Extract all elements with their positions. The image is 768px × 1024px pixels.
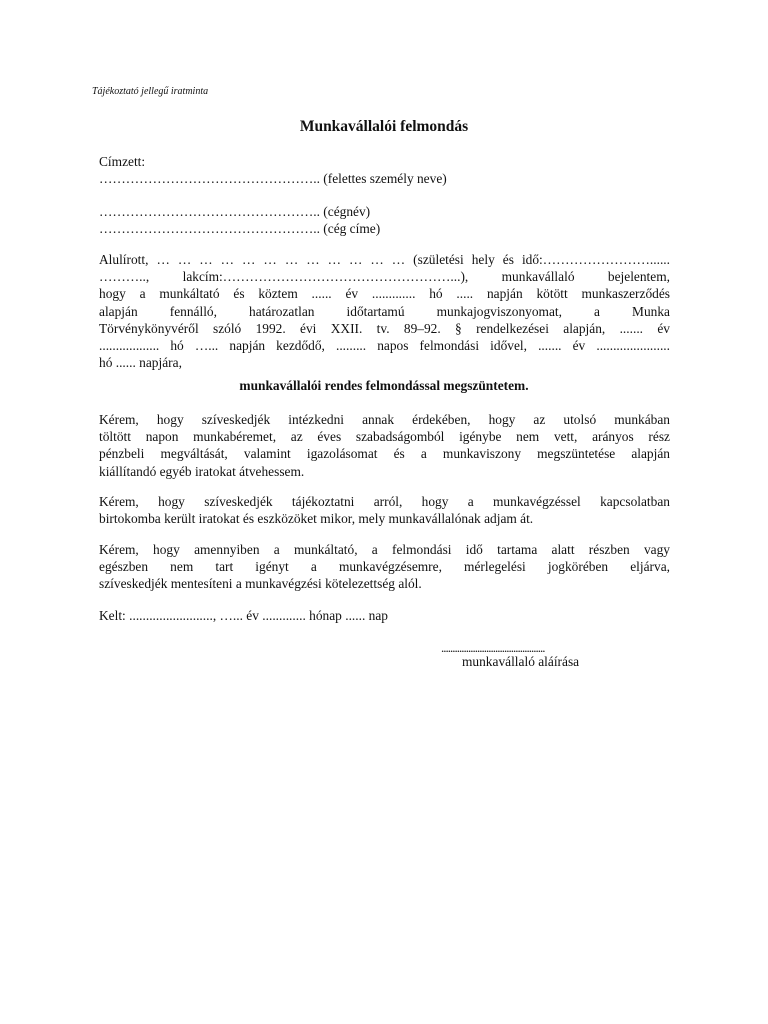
paragraph-line: Kérem, hogy szíveskedjék tájékoztatni arról, hogy a munkavégzéssel kapcsolatban [99,494,670,509]
paragraph-line: hogy a munkáltató és köztem ...... év ............. hó ..... napján kötött munkaszerződés [99,286,670,302]
paragraph-line: ……….., lakcím:……………………………………………...), munkavállaló bejelentem, [99,269,670,285]
request-paragraph-settlement [99,411,670,480]
request-paragraph-exemption [99,541,670,593]
paragraph-line: töltött napon munkabéremet, az éves szabadságomból igénybe nem vett, arányos rész [99,429,670,445]
document-title: Munkavállalói felmondás [299,118,469,135]
paragraph-line: Törvénykönyvéről szóló 1992. évi XXII. tv. 89–92. § rendelkezései alapján, ....... év [99,320,670,336]
paragraph-line: hó ...... napjára, [99,355,182,371]
addressee-superior-name-line: ………………………………………….. (felettes személy neve) [99,171,447,187]
paragraph-line: egészben nem tart igényt a munkavégzésemre, mérlegelési jogkörében eljárva, [99,559,670,575]
company-name-line: ………………………………………….. (cégnév) [99,204,371,219]
paragraph-line: Alulírott, … … … … … … … … … … … … (születési hely és idő:……………………...... [99,252,670,267]
request-paragraph-return-items [99,493,670,527]
date-line: Kelt: ........................., …... év ............. hónap ...... nap [99,608,388,623]
paragraph-line: birtokomba került iratokat és eszközöket mikor, mely munkavállalónak adjam át. [99,511,534,527]
paragraph-line: Kérem, hogy amennyiben a munkáltató, a felmondási idő tartama alatt részben vagy [99,542,670,557]
paragraph-line: pénzbeli megváltását, valamint igazolásomat és a munkaviszony megszüntetése alapján [99,446,670,462]
paragraph-line: kiállítandó egyéb iratokat átvehessem. [99,463,305,479]
paragraph-line: Kérem, hogy szíveskedjék intézkedni annak érdekében, hogy az utolsó munkában [99,412,670,427]
paragraph-line: alapján fennálló, határozatlan időtartamú munkajogviszonyomat, a Munka [99,303,670,319]
company-block [99,203,670,237]
date-block [99,607,670,624]
paragraph-line: .................. hó …... napján kezdődő, ......... napos felmondási idővel, ....... év ...................... [99,338,670,354]
termination-paragraph [99,251,670,371]
addressee-block [99,153,670,187]
signature-label: munkavállaló aláírása [462,654,580,669]
paragraph-line: szíveskedjék mentesíteni a munkavégzési kötelezettség alól. [99,576,422,592]
addressee-label: Címzett: [99,154,146,169]
company-address-line: ………………………………………….. (cég címe) [99,221,381,237]
termination-statement: munkavállalói rendes felmondással megszüntetem. [239,378,529,393]
signature-line: .............................................. [441,640,545,655]
sample-document-note: Tájékoztató jellegű iratminta [92,86,209,97]
